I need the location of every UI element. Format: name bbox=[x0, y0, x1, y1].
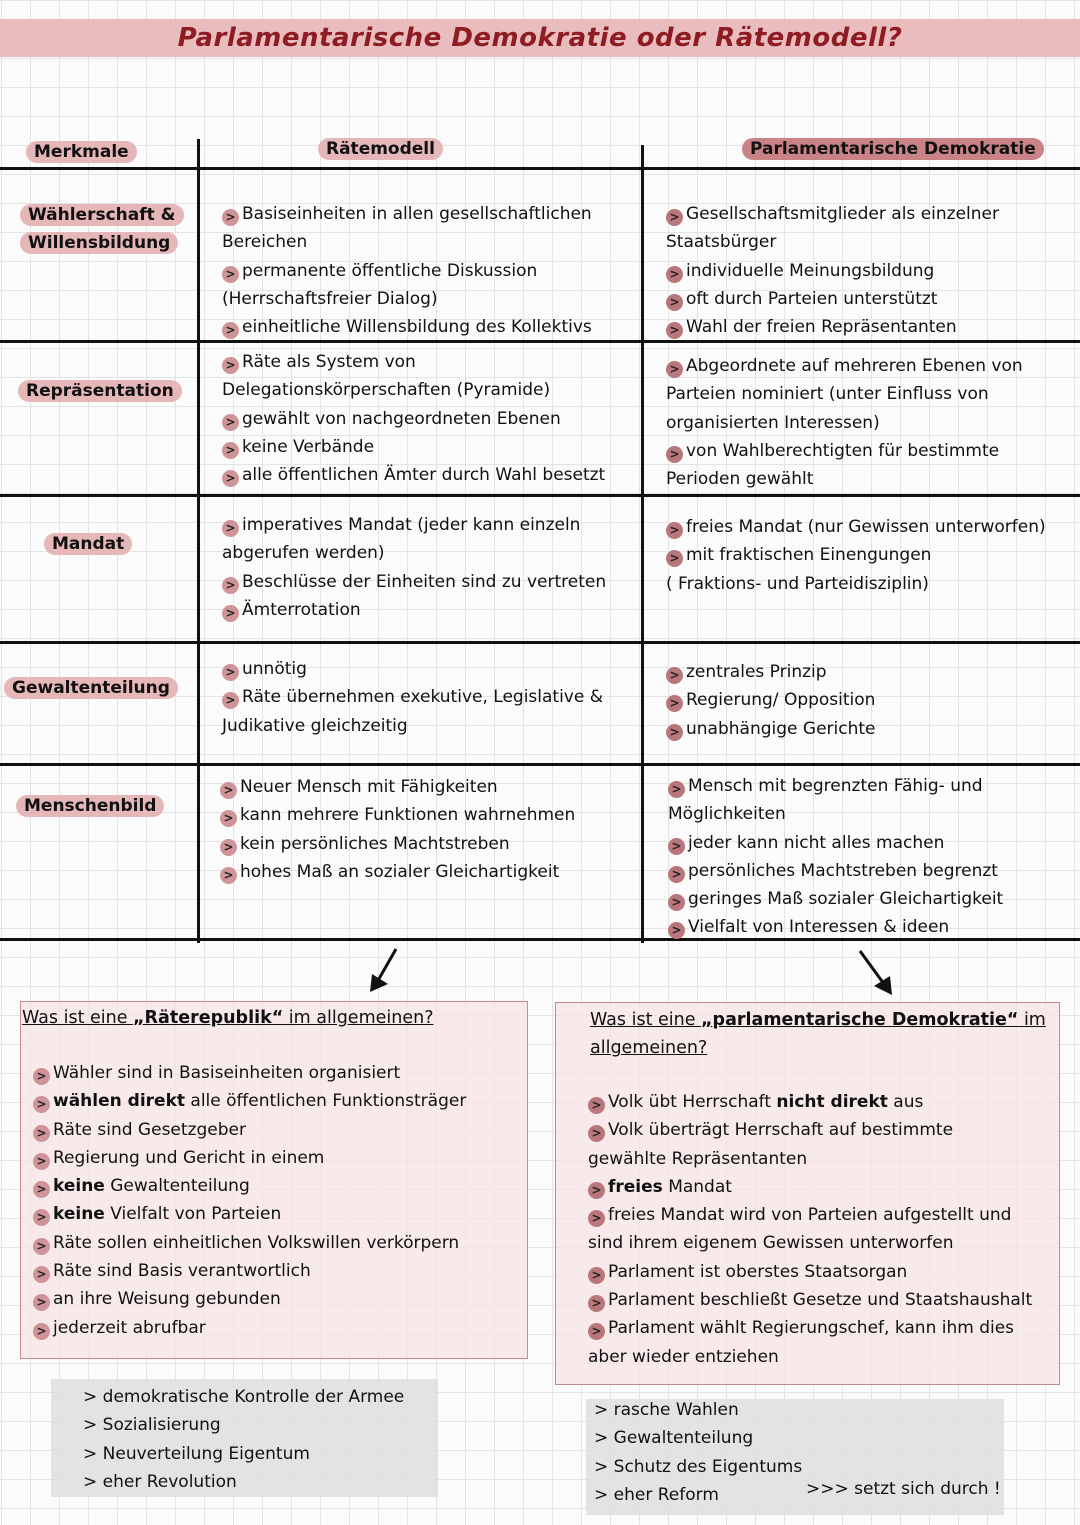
list-item: Perioden gewählt bbox=[666, 469, 814, 490]
parliament-cell-electorate bbox=[666, 200, 999, 341]
arrow-down-left-icon bbox=[366, 946, 400, 996]
list-item: > eher Revolution bbox=[83, 1471, 237, 1492]
parliament-cell-mandate bbox=[666, 513, 1046, 598]
table-row-rule bbox=[0, 763, 1080, 766]
table-divider-right bbox=[641, 145, 644, 943]
list-item: > permanente öffentliche Diskussion bbox=[222, 257, 592, 285]
chevron-bullet-icon: > bbox=[668, 781, 685, 798]
chevron-bullet-icon: > bbox=[33, 1181, 50, 1198]
chevron-bullet-icon: > bbox=[222, 414, 239, 431]
chevron-bullet-icon: > bbox=[666, 266, 683, 283]
list-item: Möglichkeiten bbox=[668, 804, 786, 825]
list-item: > Räte als System von bbox=[222, 348, 605, 376]
chevron-bullet-icon: > bbox=[668, 866, 685, 883]
chevron-bullet-icon: > bbox=[222, 664, 239, 681]
row-label-mandate: Mandat bbox=[44, 533, 132, 555]
chevron-bullet-icon: > bbox=[666, 667, 683, 684]
council-republic-box bbox=[20, 1001, 528, 1359]
list-item: > freies Mandat (nur Gewissen unterworfen) bbox=[666, 513, 1046, 541]
chevron-bullet-icon: > bbox=[33, 1238, 50, 1255]
list-item: > unabhängige Gerichte bbox=[666, 715, 875, 743]
list-item: > Wähler sind in Basiseinheiten organisiert bbox=[33, 1059, 466, 1087]
header-council-model: Rätemodell bbox=[318, 138, 443, 160]
list-item: Delegationskörperschaften (Pyramide) bbox=[222, 380, 551, 401]
list-item: > rasche Wahlen bbox=[594, 1400, 739, 1420]
list-item: > Gesellschaftsmitglieder als einzelner bbox=[666, 200, 999, 228]
page-title: Parlamentarische Demokratie oder Rätemodell? bbox=[177, 23, 903, 53]
row-label-electorate-line2: Willensbildung bbox=[20, 232, 178, 254]
list-item: > gewählt von nachgeordneten Ebenen bbox=[222, 405, 605, 433]
list-item: Staatsbürger bbox=[666, 232, 777, 253]
chevron-bullet-icon: > bbox=[222, 266, 239, 283]
chevron-bullet-icon: > bbox=[588, 1210, 605, 1227]
list-item: > Basiseinheiten in allen gesellschaftlichen bbox=[222, 200, 592, 228]
list-item: > kann mehrere Funktionen wahrnehmen bbox=[220, 801, 575, 829]
council-cell-mandate bbox=[222, 511, 606, 624]
list-item: > Beschlüsse der Einheiten sind zu vertreten bbox=[222, 568, 606, 596]
parliament-cell-view-of-man bbox=[668, 772, 1003, 942]
list-item: > Schutz des Eigentums bbox=[594, 1456, 803, 1477]
table-row-rule bbox=[0, 494, 1080, 497]
parliament-goals-box bbox=[586, 1399, 1004, 1515]
list-item: > von Wahlberechtigten für bestimmte bbox=[666, 437, 1023, 465]
chevron-bullet-icon: > bbox=[666, 695, 683, 712]
list-item: > Mensch mit begrenzten Fähig- und bbox=[668, 772, 1003, 800]
chevron-bullet-icon: > bbox=[666, 446, 683, 463]
list-item: > eher Reform bbox=[594, 1484, 719, 1505]
list-item: > Wahl der freien Repräsentanten bbox=[666, 313, 999, 341]
list-item: Judikative gleichzeitig bbox=[222, 715, 408, 736]
chevron-bullet-icon: > bbox=[666, 294, 683, 311]
list-item: > jeder kann nicht alles machen bbox=[668, 829, 1003, 857]
chevron-bullet-icon: > bbox=[588, 1295, 605, 1312]
list-item: > individuelle Meinungsbildung bbox=[666, 257, 999, 285]
list-item: > kein persönliches Machtstreben bbox=[220, 830, 575, 858]
parliament-box-list bbox=[588, 1088, 1032, 1371]
list-item: > Parlament beschließt Gesetze und Staatshaushalt bbox=[588, 1286, 1032, 1314]
chevron-bullet-icon: > bbox=[220, 782, 237, 799]
list-item: > Sozialisierung bbox=[83, 1415, 221, 1436]
chevron-bullet-icon: > bbox=[33, 1096, 50, 1113]
list-item: > oft durch Parteien unterstützt bbox=[666, 285, 999, 313]
chevron-bullet-icon: > bbox=[33, 1153, 50, 1170]
list-item: > Gewaltenteilung bbox=[594, 1428, 754, 1449]
list-item: > einheitliche Willensbildung des Kollektivs bbox=[222, 313, 592, 341]
list-item: > Räte sind Gesetzgeber bbox=[33, 1116, 466, 1144]
chevron-bullet-icon: > bbox=[220, 867, 237, 884]
parliament-box-heading: Was ist eine „parlamentarische Demokratie“ im bbox=[590, 1010, 1046, 1030]
list-item: gewählte Repräsentanten bbox=[588, 1148, 808, 1169]
header-criteria: Merkmale bbox=[26, 141, 137, 163]
outcome-note: >>> setzt sich durch ! bbox=[806, 1479, 1001, 1499]
list-item: > Neuverteilung Eigentum bbox=[83, 1443, 310, 1464]
list-item: sind ihrem eigenem Gewissen unterworfen bbox=[588, 1233, 954, 1254]
list-item: > geringes Maß sozialer Gleichartigkeit bbox=[668, 885, 1003, 913]
council-box-heading: Was ist eine „Räterepublik“ im allgemeinen? bbox=[22, 1008, 434, 1028]
council-cell-representation bbox=[222, 348, 605, 489]
list-item: abgerufen werden) bbox=[222, 543, 385, 564]
parliamentary-democracy-box bbox=[555, 1002, 1060, 1385]
chevron-bullet-icon: > bbox=[666, 522, 683, 539]
council-cell-separation-of-powers bbox=[222, 655, 603, 740]
chevron-bullet-icon: > bbox=[666, 724, 683, 741]
list-item: > keine Verbände bbox=[222, 433, 605, 461]
chevron-bullet-icon: > bbox=[588, 1097, 605, 1114]
chevron-bullet-icon: > bbox=[588, 1267, 605, 1284]
list-item: > Räte sollen einheitlichen Volkswillen verkörpern bbox=[33, 1229, 466, 1257]
chevron-bullet-icon: > bbox=[588, 1125, 605, 1142]
list-item: > Räte übernehmen exekutive, Legislative & bbox=[222, 683, 603, 711]
chevron-bullet-icon: > bbox=[222, 442, 239, 459]
chevron-bullet-icon: > bbox=[220, 839, 237, 856]
list-item: > keine Vielfalt von Parteien bbox=[33, 1200, 466, 1228]
chevron-bullet-icon: > bbox=[588, 1182, 605, 1199]
list-item: > freies Mandat bbox=[588, 1173, 1032, 1201]
list-item: > keine Gewaltenteilung bbox=[33, 1172, 466, 1200]
chevron-bullet-icon: > bbox=[222, 322, 239, 339]
list-item: ( Fraktions- und Parteidisziplin) bbox=[666, 573, 929, 594]
list-item: > Abgeordnete auf mehreren Ebenen von bbox=[666, 352, 1023, 380]
chevron-bullet-icon: > bbox=[222, 692, 239, 709]
council-cell-view-of-man bbox=[220, 773, 575, 886]
chevron-bullet-icon: > bbox=[222, 357, 239, 374]
chevron-bullet-icon: > bbox=[222, 577, 239, 594]
row-label-representation: Repräsentation bbox=[18, 380, 182, 402]
row-label-electorate: Wählerschaft & bbox=[20, 204, 184, 226]
table-header-rule bbox=[0, 167, 1080, 170]
chevron-bullet-icon: > bbox=[668, 838, 685, 855]
row-label-view-of-man: Menschenbild bbox=[16, 795, 164, 817]
table-row-rule bbox=[0, 641, 1080, 644]
list-item: > Neuer Mensch mit Fähigkeiten bbox=[220, 773, 575, 801]
list-item: Parteien nominiert (unter Einfluss von bbox=[666, 384, 989, 405]
row-label-separation-of-powers: Gewaltenteilung bbox=[4, 677, 178, 699]
chevron-bullet-icon: > bbox=[33, 1323, 50, 1340]
chevron-bullet-icon: > bbox=[668, 922, 685, 939]
list-item: > Ämterrotation bbox=[222, 596, 606, 624]
list-item: > Volk übt Herrschaft nicht direkt aus bbox=[588, 1088, 1032, 1116]
chevron-bullet-icon: > bbox=[666, 209, 683, 226]
chevron-bullet-icon: > bbox=[666, 322, 683, 339]
chevron-bullet-icon: > bbox=[33, 1068, 50, 1085]
council-goals-box bbox=[51, 1379, 438, 1497]
chevron-bullet-icon: > bbox=[33, 1209, 50, 1226]
chevron-bullet-icon: > bbox=[222, 470, 239, 487]
chevron-bullet-icon: > bbox=[220, 810, 237, 827]
list-item: organisierten Interessen) bbox=[666, 412, 880, 433]
chevron-bullet-icon: > bbox=[33, 1266, 50, 1283]
list-item: > wählen direkt alle öffentlichen Funktionsträger bbox=[33, 1087, 466, 1115]
list-item: > Parlament wählt Regierungschef, kann ihm dies bbox=[588, 1314, 1032, 1342]
council-cell-electorate bbox=[222, 200, 592, 341]
list-item: > Vielfalt von Interessen & ideen bbox=[668, 913, 1003, 941]
list-item: (Herrschaftsfreier Dialog) bbox=[222, 288, 438, 309]
chevron-bullet-icon: > bbox=[222, 520, 239, 537]
parliament-box-heading-line2: allgemeinen? bbox=[590, 1038, 708, 1058]
list-item: > Volk überträgt Herrschaft auf bestimmte bbox=[588, 1116, 1032, 1144]
list-item: > Parlament ist oberstes Staatsorgan bbox=[588, 1258, 1032, 1286]
header-parliamentary-democracy: Parlamentarische Demokratie bbox=[742, 138, 1044, 160]
council-box-list bbox=[33, 1059, 466, 1342]
chevron-bullet-icon: > bbox=[33, 1294, 50, 1311]
list-item: > Regierung und Gericht in einem bbox=[33, 1144, 466, 1172]
chevron-bullet-icon: > bbox=[666, 550, 683, 567]
list-item: > alle öffentlichen Ämter durch Wahl besetzt bbox=[222, 461, 605, 489]
chevron-bullet-icon: > bbox=[668, 894, 685, 911]
list-item: > an ihre Weisung gebunden bbox=[33, 1285, 466, 1313]
list-item: > persönliches Machtstreben begrenzt bbox=[668, 857, 1003, 885]
chevron-bullet-icon: > bbox=[666, 361, 683, 378]
list-item: > freies Mandat wird von Parteien aufgestellt und bbox=[588, 1201, 1032, 1229]
list-item: > hohes Maß an sozialer Gleichartigkeit bbox=[220, 858, 575, 886]
chevron-bullet-icon: > bbox=[588, 1323, 605, 1340]
list-item: Bereichen bbox=[222, 232, 308, 253]
arrow-down-right-icon bbox=[856, 948, 896, 998]
chevron-bullet-icon: > bbox=[222, 209, 239, 226]
list-item: > zentrales Prinzip bbox=[666, 658, 875, 686]
chevron-bullet-icon: > bbox=[33, 1125, 50, 1142]
list-item: > jederzeit abrufbar bbox=[33, 1314, 466, 1342]
list-item: > imperatives Mandat (jeder kann einzeln bbox=[222, 511, 606, 539]
chevron-bullet-icon: > bbox=[222, 605, 239, 622]
list-item: aber wieder entziehen bbox=[588, 1346, 779, 1367]
table-divider-left bbox=[197, 139, 200, 943]
list-item: > mit fraktischen Einengungen bbox=[666, 541, 1046, 569]
list-item: > Regierung/ Opposition bbox=[666, 686, 875, 714]
list-item: > demokratische Kontrolle der Armee bbox=[83, 1387, 405, 1407]
list-item: > Räte sind Basis verantwortlich bbox=[33, 1257, 466, 1285]
parliament-cell-separation-of-powers bbox=[666, 658, 875, 743]
parliament-cell-representation bbox=[666, 352, 1023, 493]
list-item: > unnötig bbox=[222, 655, 603, 683]
